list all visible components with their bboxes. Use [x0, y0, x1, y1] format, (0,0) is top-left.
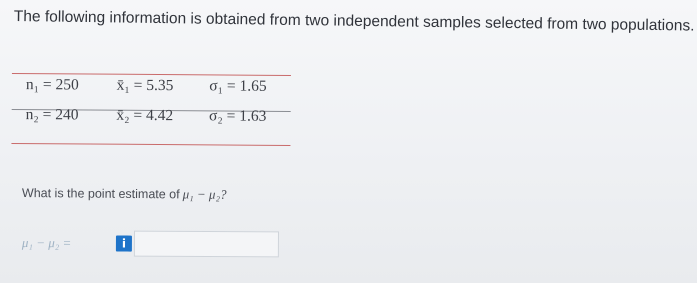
table-row-sample-2	[26, 106, 285, 126]
population-sd-1: σ₁ = 1.65	[209, 77, 267, 95]
answer-input[interactable]	[134, 231, 279, 258]
table-row-sample-1	[26, 76, 285, 96]
answer-row	[22, 230, 279, 257]
question-intro-text: The following information is obtained from two independent samples selected from two populations.	[13, 7, 695, 35]
question-prompt-text: What is the point estimate of	[21, 185, 180, 202]
sample-mean-1: x̄₁ = 5.35	[116, 76, 174, 95]
point-estimate-question	[22, 185, 227, 203]
info-icon[interactable]: i	[116, 235, 132, 251]
sample-size-2: n₂ = 240	[25, 106, 79, 124]
sample-data-table	[11, 64, 291, 150]
population-sd-2: σ₂ = 1.63	[208, 107, 267, 125]
answer-label: μ₁ − μ₂ =	[21, 234, 72, 251]
sample-size-1: n₁ = 250	[25, 76, 79, 94]
sample-mean-2: x̄₂ = 4.42	[116, 106, 174, 125]
table-bottom-rule	[11, 143, 290, 146]
question-prompt-expression: μ₁ − μ₂?	[182, 186, 227, 202]
